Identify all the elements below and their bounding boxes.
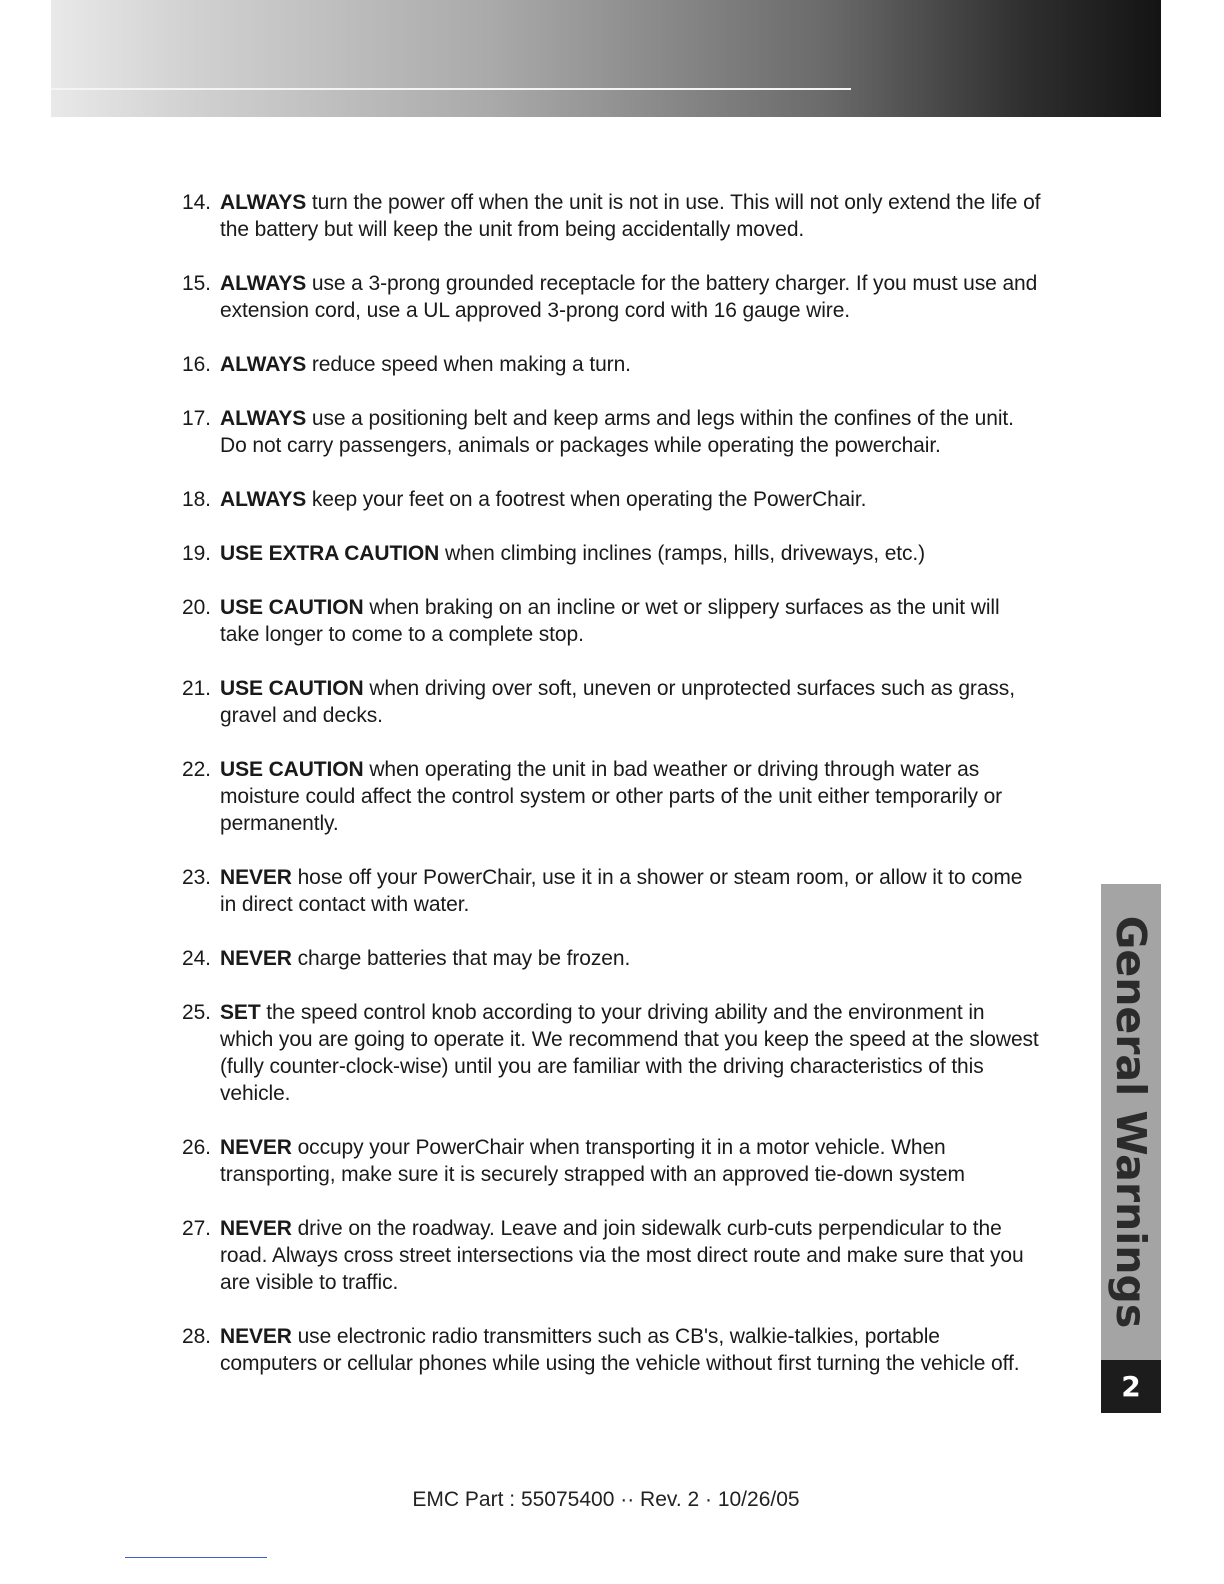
warning-item-15	[182, 270, 1042, 324]
warning-item-16	[182, 351, 1042, 378]
item-text: the speed control knob according to your driving ability and the environment in which you are going to operate it. We recommend that you keep the speed at the slowest (fully counter-clock-wise) until you are familiar with the driving characteristics of this vehicle.	[220, 1001, 1039, 1105]
footer-part-number: EMC Part : 55075400 ·· Rev. 2 · 10/26/05	[412, 1488, 800, 1511]
item-keyword: ALWAYS	[220, 488, 307, 511]
warning-item-21	[182, 675, 1042, 729]
item-keyword: NEVER	[220, 1136, 292, 1159]
item-text: hose off your PowerChair, use it in a shower or steam room, or allow it to come in direct contact with water.	[220, 866, 1023, 916]
item-keyword: ALWAYS	[220, 353, 307, 376]
item-keyword: ALWAYS	[220, 407, 307, 430]
warning-item-25	[182, 999, 1042, 1107]
section-tab-label: General Warnings	[1107, 915, 1155, 1329]
warning-item-28	[182, 1323, 1042, 1377]
item-keyword: NEVER	[220, 1325, 292, 1348]
warning-item-22	[182, 756, 1042, 837]
warning-item-14	[182, 189, 1042, 243]
item-text: use a 3-prong grounded receptacle for the battery charger. If you must use and extension cord, use a UL approved 3-prong cord with 16 gauge wire.	[220, 272, 1038, 322]
item-text: when climbing inclines (ramps, hills, driveways, etc.)	[439, 542, 926, 565]
warning-item-23	[182, 864, 1042, 918]
item-keyword: USE CAUTION	[220, 596, 364, 619]
warning-item-24	[182, 945, 1042, 972]
item-text: reduce speed when making a turn.	[306, 353, 631, 376]
item-text: charge batteries that may be frozen.	[291, 947, 631, 970]
item-number: 19.	[182, 542, 211, 565]
item-number: 17.	[182, 407, 211, 430]
item-number: 24.	[182, 947, 211, 970]
item-keyword: USE CAUTION	[220, 758, 364, 781]
item-text: drive on the roadway. Leave and join sidewalk curb-cuts perpendicular to the road. Always cross street intersections via the most direct route and make sure that you are visible to traffic.	[220, 1217, 1024, 1294]
header-rule	[51, 88, 851, 90]
item-text: occupy your PowerChair when transporting it in a motor vehicle. When transporting, make sure it is securely strapped with an approved tie-down system	[220, 1136, 965, 1186]
item-number: 27.	[182, 1217, 211, 1240]
item-keyword: ALWAYS	[220, 272, 307, 295]
item-text: use electronic radio transmitters such as CB's, walkie-talkies, portable computers or cellular phones while using the vehicle without first turning the vehicle off.	[220, 1325, 1020, 1375]
section-side-tab	[1101, 884, 1161, 1360]
warning-item-26	[182, 1134, 1042, 1188]
warning-item-17	[182, 405, 1042, 459]
item-number: 16.	[182, 353, 211, 376]
item-keyword: NEVER	[220, 947, 292, 970]
item-number: 28.	[182, 1325, 211, 1348]
item-text: when operating the unit in bad weather or driving through water as moisture could affect the control system or other parts of the unit either temporarily or permanently.	[220, 758, 1003, 835]
warning-item-18	[182, 486, 1042, 513]
item-text: turn the power off when the unit is not in use. This will not only extend the life of the battery but will keep the unit from being accidentally moved.	[220, 191, 1041, 241]
item-keyword: ALWAYS	[220, 191, 307, 214]
item-number: 26.	[182, 1136, 211, 1159]
item-number: 22.	[182, 758, 211, 781]
warning-item-27	[182, 1215, 1042, 1296]
item-number: 21.	[182, 677, 211, 700]
warning-item-20	[182, 594, 1042, 648]
item-text: use a positioning belt and keep arms and legs within the confines of the unit. Do not carry passengers, animals or packages while operating the powerchair.	[220, 407, 1014, 457]
item-number: 18.	[182, 488, 211, 511]
item-number: 20.	[182, 596, 211, 619]
item-number: 25.	[182, 1001, 211, 1024]
item-text: keep your feet on a footrest when operating the PowerChair.	[306, 488, 867, 511]
item-text: when driving over soft, uneven or unprotected surfaces such as grass, gravel and decks.	[220, 677, 1015, 727]
item-keyword: USE EXTRA CAUTION	[220, 542, 440, 565]
item-text: when braking on an incline or wet or slippery surfaces as the unit will take longer to come to a complete stop.	[220, 596, 1000, 646]
header-band	[51, 0, 1161, 117]
footer-rule	[125, 1557, 267, 1558]
item-keyword: USE CAUTION	[220, 677, 364, 700]
item-keyword: SET	[220, 1001, 261, 1024]
item-number: 23.	[182, 866, 211, 889]
warnings-list	[182, 189, 1042, 1404]
item-keyword: NEVER	[220, 1217, 292, 1240]
warning-item-19	[182, 540, 1042, 567]
item-number: 14.	[182, 191, 211, 214]
page-number: 2	[1101, 1360, 1161, 1413]
item-keyword: NEVER	[220, 866, 292, 889]
item-number: 15.	[182, 272, 211, 295]
